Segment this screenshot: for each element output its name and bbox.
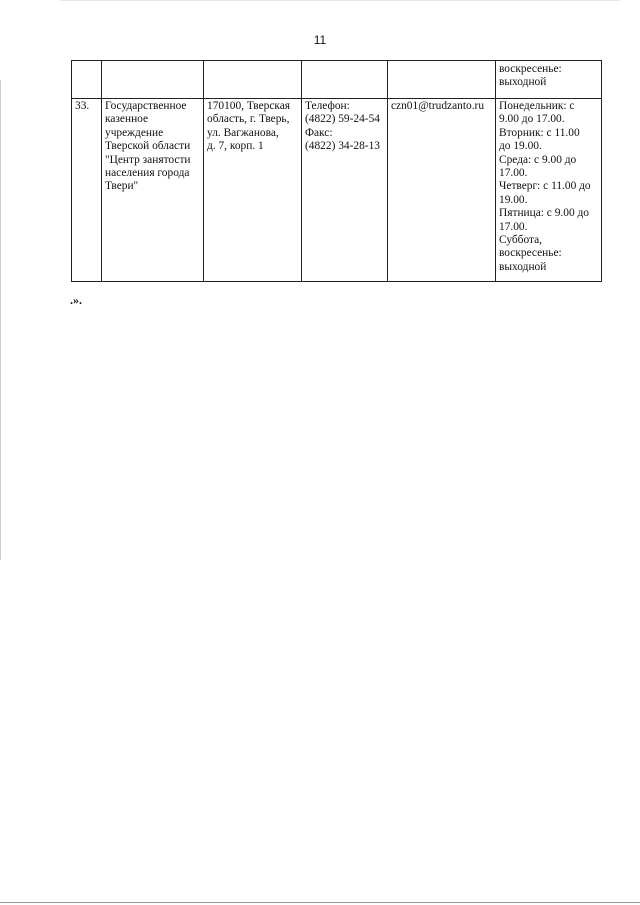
- name-line: "Центр занятости: [105, 153, 191, 166]
- hours-line: Вторник: с 11.00: [499, 126, 580, 139]
- closing-quote-mark: .».: [70, 293, 82, 307]
- name-line: учреждение: [105, 126, 164, 139]
- organizations-table: [71, 60, 602, 282]
- address-line: д. 7, корп. 1: [207, 140, 264, 153]
- hours-line: Суббота,: [499, 234, 543, 247]
- row-number: 33.: [75, 100, 90, 112]
- name-line: Твери": [105, 180, 139, 193]
- hours-line: выходной: [499, 76, 547, 89]
- address-line: ул. Вагжанова,: [207, 126, 279, 139]
- name-line: населения города: [105, 167, 190, 180]
- fax-number: (4822) 34-28-13: [305, 140, 380, 153]
- page-number: 11: [313, 33, 327, 47]
- hours-line: 17.00.: [499, 220, 528, 233]
- fax-label: Факс:: [305, 126, 333, 139]
- name-line: Тверской области: [105, 140, 191, 153]
- cell-address: [204, 99, 302, 282]
- hours-line: Четверг: с 11.00 до: [499, 180, 591, 193]
- cell-phone: [302, 99, 388, 282]
- cell-num: [72, 61, 102, 99]
- hours-line: выходной: [499, 260, 547, 273]
- scan-edge-left: [0, 80, 1, 560]
- table-row-previous: [72, 61, 602, 99]
- name-line: Государственное: [105, 100, 187, 112]
- phone-number: (4822) 59-24-54: [305, 113, 380, 126]
- hours-line: до 19.00.: [499, 140, 542, 153]
- email-address: czn01@trudzanto.ru: [391, 100, 485, 112]
- hours-line: Среда: с 9.00 до: [499, 153, 577, 166]
- address-line: 170100, Тверская: [207, 100, 291, 112]
- phone-label: Телефон:: [305, 100, 350, 112]
- hours-line: 19.00.: [499, 193, 528, 206]
- scan-edge-top: [60, 0, 620, 1]
- hours-line: воскресенье:: [499, 63, 562, 75]
- name-line: казенное: [105, 113, 149, 126]
- hours-line: 17.00.: [499, 167, 528, 180]
- cell-hours: [496, 61, 602, 99]
- cell-email: [388, 61, 496, 99]
- cell-name: [102, 99, 204, 282]
- hours-line: воскресенье:: [499, 247, 562, 260]
- table-row-33: [72, 99, 602, 282]
- cell-num: [72, 99, 102, 282]
- hours-line: Пятница: с 9.00 до: [499, 207, 589, 220]
- address-line: область, г. Тверь,: [207, 113, 290, 126]
- hours-line: 9.00 до 17.00.: [499, 113, 565, 126]
- cell-address: [204, 61, 302, 99]
- hours-line: Понедельник: с: [499, 100, 575, 112]
- scan-edge-bottom: [0, 902, 640, 903]
- cell-name: [102, 61, 204, 99]
- cell-phone: [302, 61, 388, 99]
- cell-hours: [496, 99, 602, 282]
- cell-email: [388, 99, 496, 282]
